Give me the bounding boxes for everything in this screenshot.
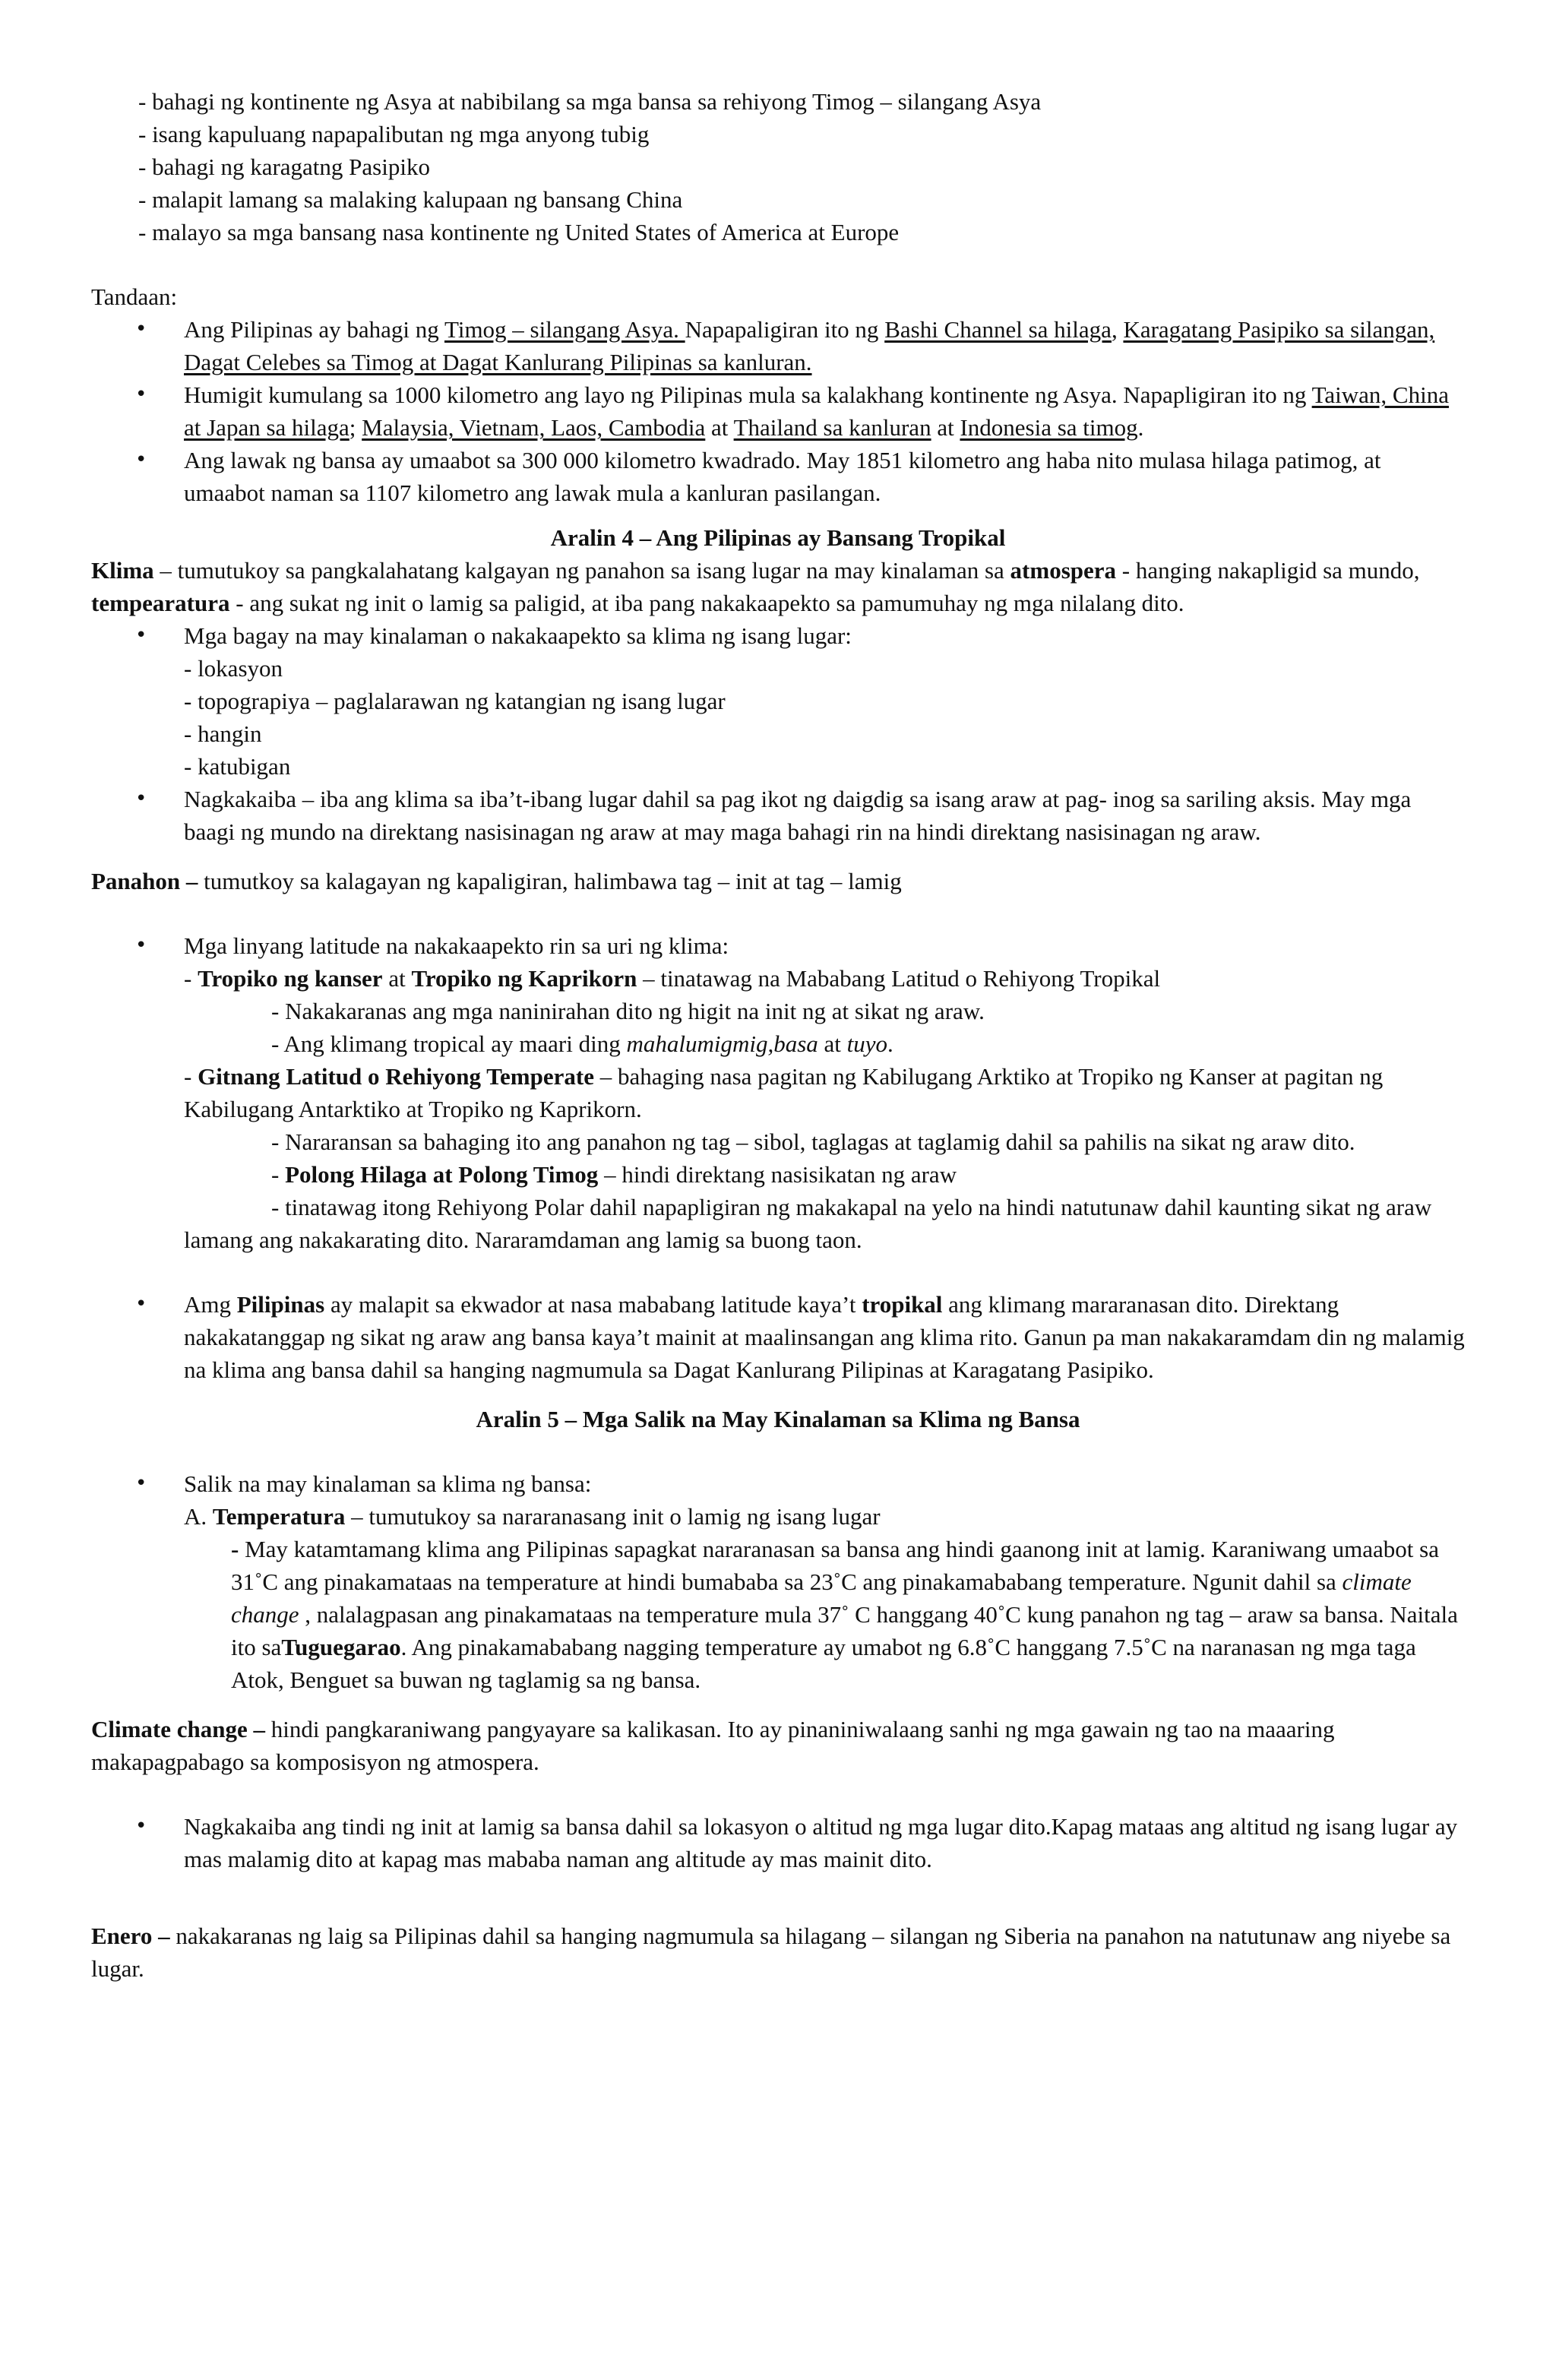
- intro-line: - bahagi ng kontinente ng Asya at nabibilang sa mga bansa sa rehiyong Timog – silangang Asya: [138, 88, 1042, 115]
- sub-item: [184, 1027, 1465, 1060]
- sub-item: - hangin: [184, 720, 262, 747]
- text: Amg: [184, 1291, 237, 1318]
- underlined-text: Indonesia sa timog: [960, 414, 1138, 441]
- text: ,: [1111, 316, 1124, 343]
- text: – bahaging nasa pagitan ng Kabilugang Arktiko at Tropiko ng Kanser at pagitan ng Kabilugang Antarktiko at Tropiko ng Kaprikorn.: [184, 1063, 1384, 1122]
- text: • Mga bagay na may kinalaman o nakakaapekto sa klima ng isang lugar:: [184, 622, 852, 649]
- sub-item: - topograpiya – paglalarawan ng katangian ng isang lugar: [184, 688, 726, 714]
- text: at: [931, 414, 960, 441]
- temperatura-detail: [184, 1533, 1465, 1696]
- text: nakakaranas ng laig sa Pilipinas dahil sa hanging nagmumula sa hilagang – silangan ng Siberia na panahon na natutunaw ang niyebe sa lugar.: [91, 1923, 1451, 1982]
- term: Temperatura: [212, 1503, 346, 1530]
- nagkakaiba-bullet: • Nagkakaiba – iba ang klima sa iba’t-ibang lugar dahil sa pag ikot ng daigdig sa isang araw at pag- inog sa sariling aksis. May mga baagi ng mundo na direktang nasisinagan ng araw at may maga bahagi rin na hindi direktang nasisinagan ng araw.: [91, 783, 1465, 848]
- text: – hindi direktang nasisikatan ng araw: [598, 1161, 957, 1188]
- tandaan-bullet-location: [91, 313, 1465, 378]
- text: -: [184, 965, 198, 992]
- term: Gitnang Latitud o Rehiyong Temperate: [198, 1063, 594, 1090]
- text: – tumutukoy sa pangkalahatang kalgayan ng panahon sa isang lugar na may kinalaman sa: [153, 557, 1010, 584]
- sub-item: - katubigan: [184, 753, 291, 780]
- sub-item: - lokasyon: [184, 655, 283, 682]
- panahon-definition: [91, 865, 1465, 897]
- underlined-text: Bashi Channel sa hilaga: [884, 316, 1112, 343]
- text: – tumutukoy sa nararanasang init o lamig ng isang lugar: [345, 1503, 881, 1530]
- tropiko-line: [184, 962, 1465, 995]
- sub-item: [184, 1125, 1465, 1158]
- aralin4-heading: Aralin 4 – Ang Pilipinas ay Bansang Tropikal: [550, 524, 1006, 551]
- underlined-text: Taiwan, China at Japan sa hilaga: [184, 381, 1449, 441]
- text: ang klimang mararanasan dito. Direktang nakakatanggap ng sikat ng araw ang bansa kaya’t mainit at maalinsangan ang klima rito. Ganun pa man nakakaramdam din ng malamig na klima ang bansa dahil sa hanging nagmumula sa Dagat Kanlurang Pilipinas at Karagatang Pasipiko.: [184, 1291, 1465, 1383]
- text: -: [231, 1536, 239, 1562]
- text: tumutkoy sa kalagayan ng kapaligiran, halimbawa tag – init at tag – lamig: [198, 868, 902, 894]
- altitud-bullet: • Nagkakaiba ang tindi ng init at lamig sa bansa dahil sa lokasyon o altitud ng mga lugar dito.Kapag mataas ang altitud ng isang lugar ay mas malamig dito at kapag mas mababa naman ang altitude ay mas mainit dito.: [91, 1810, 1465, 1875]
- intro-list: [91, 85, 1465, 248]
- pilipinas-bullet: [91, 1288, 1465, 1386]
- intro-line: - isang kapuluang napapalibutan ng mga anyong tubig: [138, 121, 650, 147]
- term: Tuguegarao: [281, 1634, 401, 1660]
- italic-text: mahalumigmig,basa: [626, 1030, 818, 1057]
- term: Klima: [91, 557, 154, 584]
- text: hindi pangkaraniwang pangyayare sa kalikasan. Ito ay pinaniniwalaang sanhi ng mga gawain ng tao na maaaring makapagpabago sa komposisyon ng atmospera.: [91, 1716, 1335, 1775]
- text: ;: [349, 414, 362, 441]
- intro-line: - malapit lamang sa malaking kalupaan ng bansang China: [138, 186, 683, 213]
- text: • Mga linyang latitude na nakakaapekto rin sa uri ng klima:: [184, 932, 729, 959]
- text: at: [382, 965, 412, 992]
- underlined-text: Timog – silangang Asya.: [444, 316, 685, 343]
- term: atmospera: [1010, 557, 1117, 584]
- text: A.: [184, 1503, 213, 1530]
- text: -: [271, 1161, 286, 1188]
- enero-definition: [91, 1920, 1465, 1985]
- tandaan-bullet-area: • Ang lawak ng bansa ay umaabot sa 300 000 kilometro kwadrado. May 1851 kilometro ang haba nito mulasa hilaga patimog, at umaabot naman sa 1107 kilometro ang lawak mula a kanluran pasilangan.: [91, 444, 1465, 509]
- term: Tropiko ng Kaprikorn: [411, 965, 637, 992]
- polong-line: [184, 1158, 1465, 1191]
- term: Climate change –: [91, 1716, 266, 1742]
- tandaan-bullet-neighbors: [91, 378, 1465, 444]
- term: tempearatura: [91, 590, 230, 616]
- term: Pilipinas: [236, 1291, 325, 1318]
- text: -: [184, 1063, 198, 1090]
- text: .: [887, 1030, 893, 1057]
- pilipinas-tropikal-list: [91, 1288, 1465, 1386]
- text: .: [1137, 414, 1144, 441]
- underlined-text: Malaysia, Vietnam, Laos, Cambodia: [362, 414, 706, 441]
- text: - tinatawag itong Rehiyong Polar dahil napapligiran ng makakapal na yelo na hindi natutunaw dahil kaunting sikat ng araw lamang ang nakakarating dito. Nararamdaman ang lamig sa buong taon.: [184, 1194, 1432, 1253]
- italic-text: climate change: [231, 1568, 1412, 1628]
- gitnang-line: [184, 1060, 1465, 1125]
- text: Humigit kumulang sa 1000 kilometro ang layo ng Pilipinas mula sa kalakhang kontinente ng Asya. Napapligiran ito ng: [184, 381, 1312, 408]
- term: Polong Hilaga at Polong Timog: [285, 1161, 599, 1188]
- text: at: [818, 1030, 847, 1057]
- text: – tinatawag na Mababang Latitud o Rehiyong Tropikal: [637, 965, 1161, 992]
- text: . Ang pinakamababang nagging temperature ay umabot ng 6.8˚C hanggang 7.5˚C na naranasan ng mga taga Atok, Benguet sa buwan ng taglamig sa ng bansa.: [231, 1634, 1416, 1693]
- term: Tropiko ng kanser: [198, 965, 383, 992]
- klima-definition: [91, 554, 1465, 619]
- italic-text: tuyo: [846, 1030, 888, 1057]
- text: , nalalagpasan ang pinakamataas na temperature mula 37˚ C hanggang 40˚C kung panahon ng tag – araw sa bansa. Naitala ito sa: [231, 1601, 1458, 1660]
- latitude-list: [91, 929, 1465, 1256]
- text: Napapaligiran ito ng: [685, 316, 885, 343]
- tandaan-label: Tandaan:: [91, 283, 178, 310]
- text: at: [705, 414, 734, 441]
- temperatura-line: [184, 1500, 1465, 1533]
- altitud-list: [91, 1810, 1465, 1875]
- term: Enero –: [91, 1923, 170, 1949]
- tandaan-list: [91, 313, 1465, 509]
- text: May katamtamang klima ang Pilipinas sapagkat nararanasan sa bansa ang hindi gaanong init at lamig. Karaniwang umaabot sa 31˚C ang pinakamataas na temperature at hindi bumababa sa 23˚C ang pinakamababang temperature. Ngunit dahil sa: [231, 1536, 1439, 1595]
- underlined-text: Thailand sa kanluran: [733, 414, 931, 441]
- bagay-bullet: [91, 619, 1465, 783]
- term: tropikal: [862, 1291, 943, 1318]
- climate-change-definition: [91, 1713, 1465, 1778]
- text: - Nararansan sa bahaging ito ang panahon ng tag – sibol, taglagas at taglamig dahil sa pahilis na sikat ng araw dito.: [271, 1128, 1355, 1155]
- salik-list: [91, 1467, 1465, 1696]
- intro-line: - malayo sa mga bansang nasa kontinente ng United States of America at Europe: [138, 219, 900, 245]
- latitude-bullet: [91, 929, 1465, 1256]
- text: ay malapit sa ekwador at nasa mababang latitude kaya’t: [324, 1291, 862, 1318]
- aralin5-heading: Aralin 5 – Mga Salik na May Kinalaman sa Klima ng Bansa: [476, 1406, 1080, 1432]
- sub-item: [184, 1191, 1465, 1256]
- underlined-text: Karagatang Pasipiko sa silangan, Dagat Celebes sa Timog: [184, 316, 1435, 375]
- sub-item: - Nakakaranas ang mga naninirahan dito ng higit na init ng at sikat ng araw.: [271, 998, 985, 1024]
- text: • Salik na may kinalaman sa klima ng bansa:: [184, 1470, 592, 1497]
- text: Ang Pilipinas ay bahagi ng: [184, 316, 444, 343]
- text: - Ang klimang tropical ay maari ding: [271, 1030, 627, 1057]
- underlined-text: at Dagat Kanlurang Pilipinas sa kanluran.: [419, 349, 812, 375]
- klima-factors-list: [91, 619, 1465, 848]
- text: - ang sukat ng init o lamig sa paligid, at iba pang nakakaapekto sa pamumuhay ng mga nilalang dito.: [229, 590, 1184, 616]
- term: Panahon –: [91, 868, 198, 894]
- intro-line: - bahagi ng karagatng Pasipiko: [138, 153, 430, 180]
- text: - hanging nakapligid sa mundo,: [1116, 557, 1420, 584]
- salik-bullet: [91, 1467, 1465, 1696]
